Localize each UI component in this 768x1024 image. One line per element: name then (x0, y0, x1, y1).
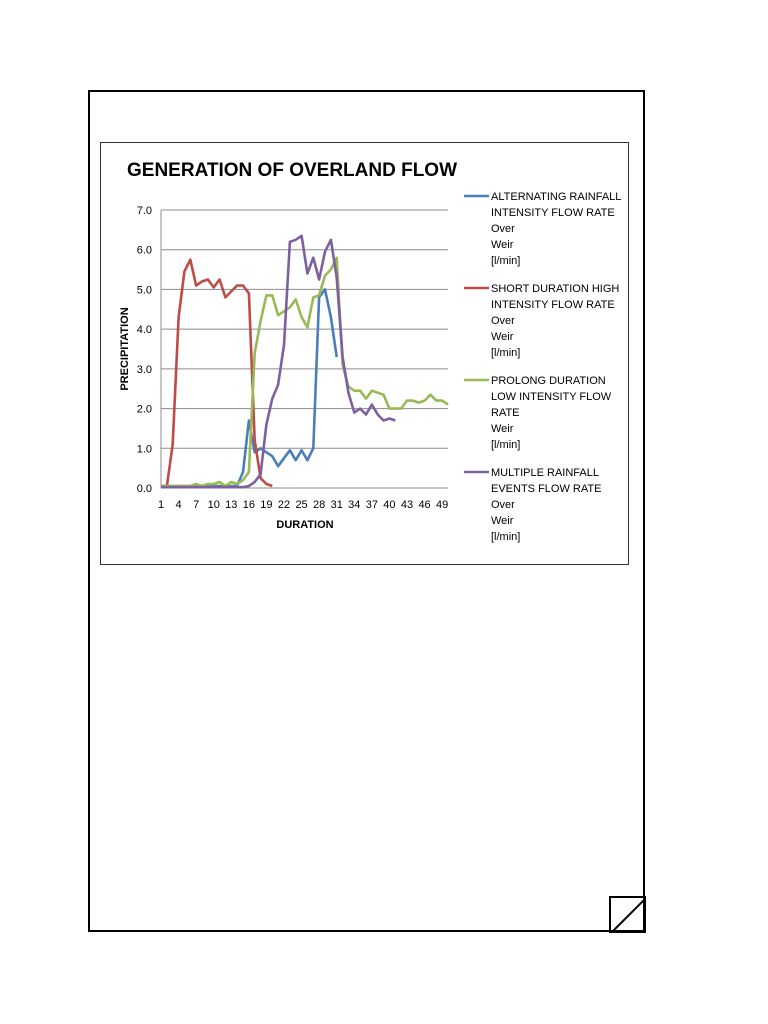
legend-label-3: Weir (491, 423, 514, 435)
legend-label-2: INTENSITY FLOW RATE (491, 299, 615, 311)
x-tick-label: 19 (260, 499, 273, 511)
x-tick-label: 13 (225, 499, 238, 511)
series-line-3 (161, 258, 448, 486)
series-line-4 (161, 236, 395, 487)
chart-svg (101, 143, 630, 566)
legend-label-4: MULTIPLE RAINFALL (491, 467, 599, 479)
x-tick-label: 10 (207, 499, 220, 511)
x-axis-title: DURATION (276, 519, 334, 531)
x-tick-label: 1 (157, 499, 165, 511)
x-tick-label: 28 (313, 499, 326, 511)
x-tick-label: 31 (330, 499, 343, 511)
y-tick-label: 4.0 (136, 324, 152, 337)
legend-label-2: Weir (491, 331, 514, 343)
legend-label-3: LOW INTENSITY FLOW (491, 391, 612, 403)
x-tick-label: 37 (365, 499, 378, 511)
x-tick-label: 34 (348, 499, 361, 511)
legend-label-4: [l/min] (491, 531, 521, 543)
x-tick-label: 43 (400, 499, 414, 511)
y-axis-title: PRECIPITATION (119, 307, 131, 391)
legend-label-2: [l/min] (491, 347, 521, 359)
legend-label-1: ALTERNATING RAINFALL (491, 191, 622, 203)
legend-label-2: SHORT DURATION HIGH (491, 283, 620, 295)
x-tick-label: 40 (383, 499, 396, 511)
y-tick-label: 5.0 (136, 284, 152, 297)
x-tick-label: 22 (277, 499, 291, 511)
legend-label-3: PROLONG DURATION (491, 375, 606, 387)
legend (464, 191, 621, 543)
x-tick-label: 25 (295, 499, 308, 511)
legend-label-3: RATE (491, 407, 520, 419)
x-tick-label: 4 (175, 499, 182, 511)
legend-label-1: [l/min] (491, 255, 521, 267)
x-tick-label: 49 (436, 499, 449, 511)
y-tick-label: 6.0 (136, 244, 152, 257)
y-tick-label: 0.0 (136, 483, 152, 495)
y-axis-ticks (137, 205, 152, 495)
series-lines (161, 236, 448, 487)
chart-container (100, 142, 629, 565)
x-tick-label: 16 (242, 499, 255, 511)
x-axis-ticks (158, 499, 448, 511)
chart-title: GENERATION OF OVERLAND FLOW (127, 160, 458, 181)
legend-label-4: EVENTS FLOW RATE (491, 483, 602, 495)
x-tick-label: 7 (193, 499, 200, 511)
legend-label-4: Weir (491, 515, 514, 527)
x-tick-label: 46 (418, 499, 431, 511)
y-tick-label: 7.0 (136, 205, 152, 217)
legend-label-4: Over (491, 499, 515, 511)
legend-label-3: [l/min] (491, 439, 521, 451)
y-tick-label: 2.0 (136, 403, 152, 416)
legend-label-2: Over (491, 315, 515, 327)
legend-label-1: INTENSITY FLOW RATE (491, 207, 615, 219)
corner-mark (609, 896, 646, 933)
diagonal-line-icon (611, 898, 646, 933)
legend-label-1: Weir (491, 239, 514, 251)
legend-label-1: Over (491, 223, 515, 235)
series-line-2 (161, 260, 272, 486)
y-tick-label: 3.0 (136, 363, 152, 376)
y-tick-label: 1.0 (136, 443, 152, 456)
